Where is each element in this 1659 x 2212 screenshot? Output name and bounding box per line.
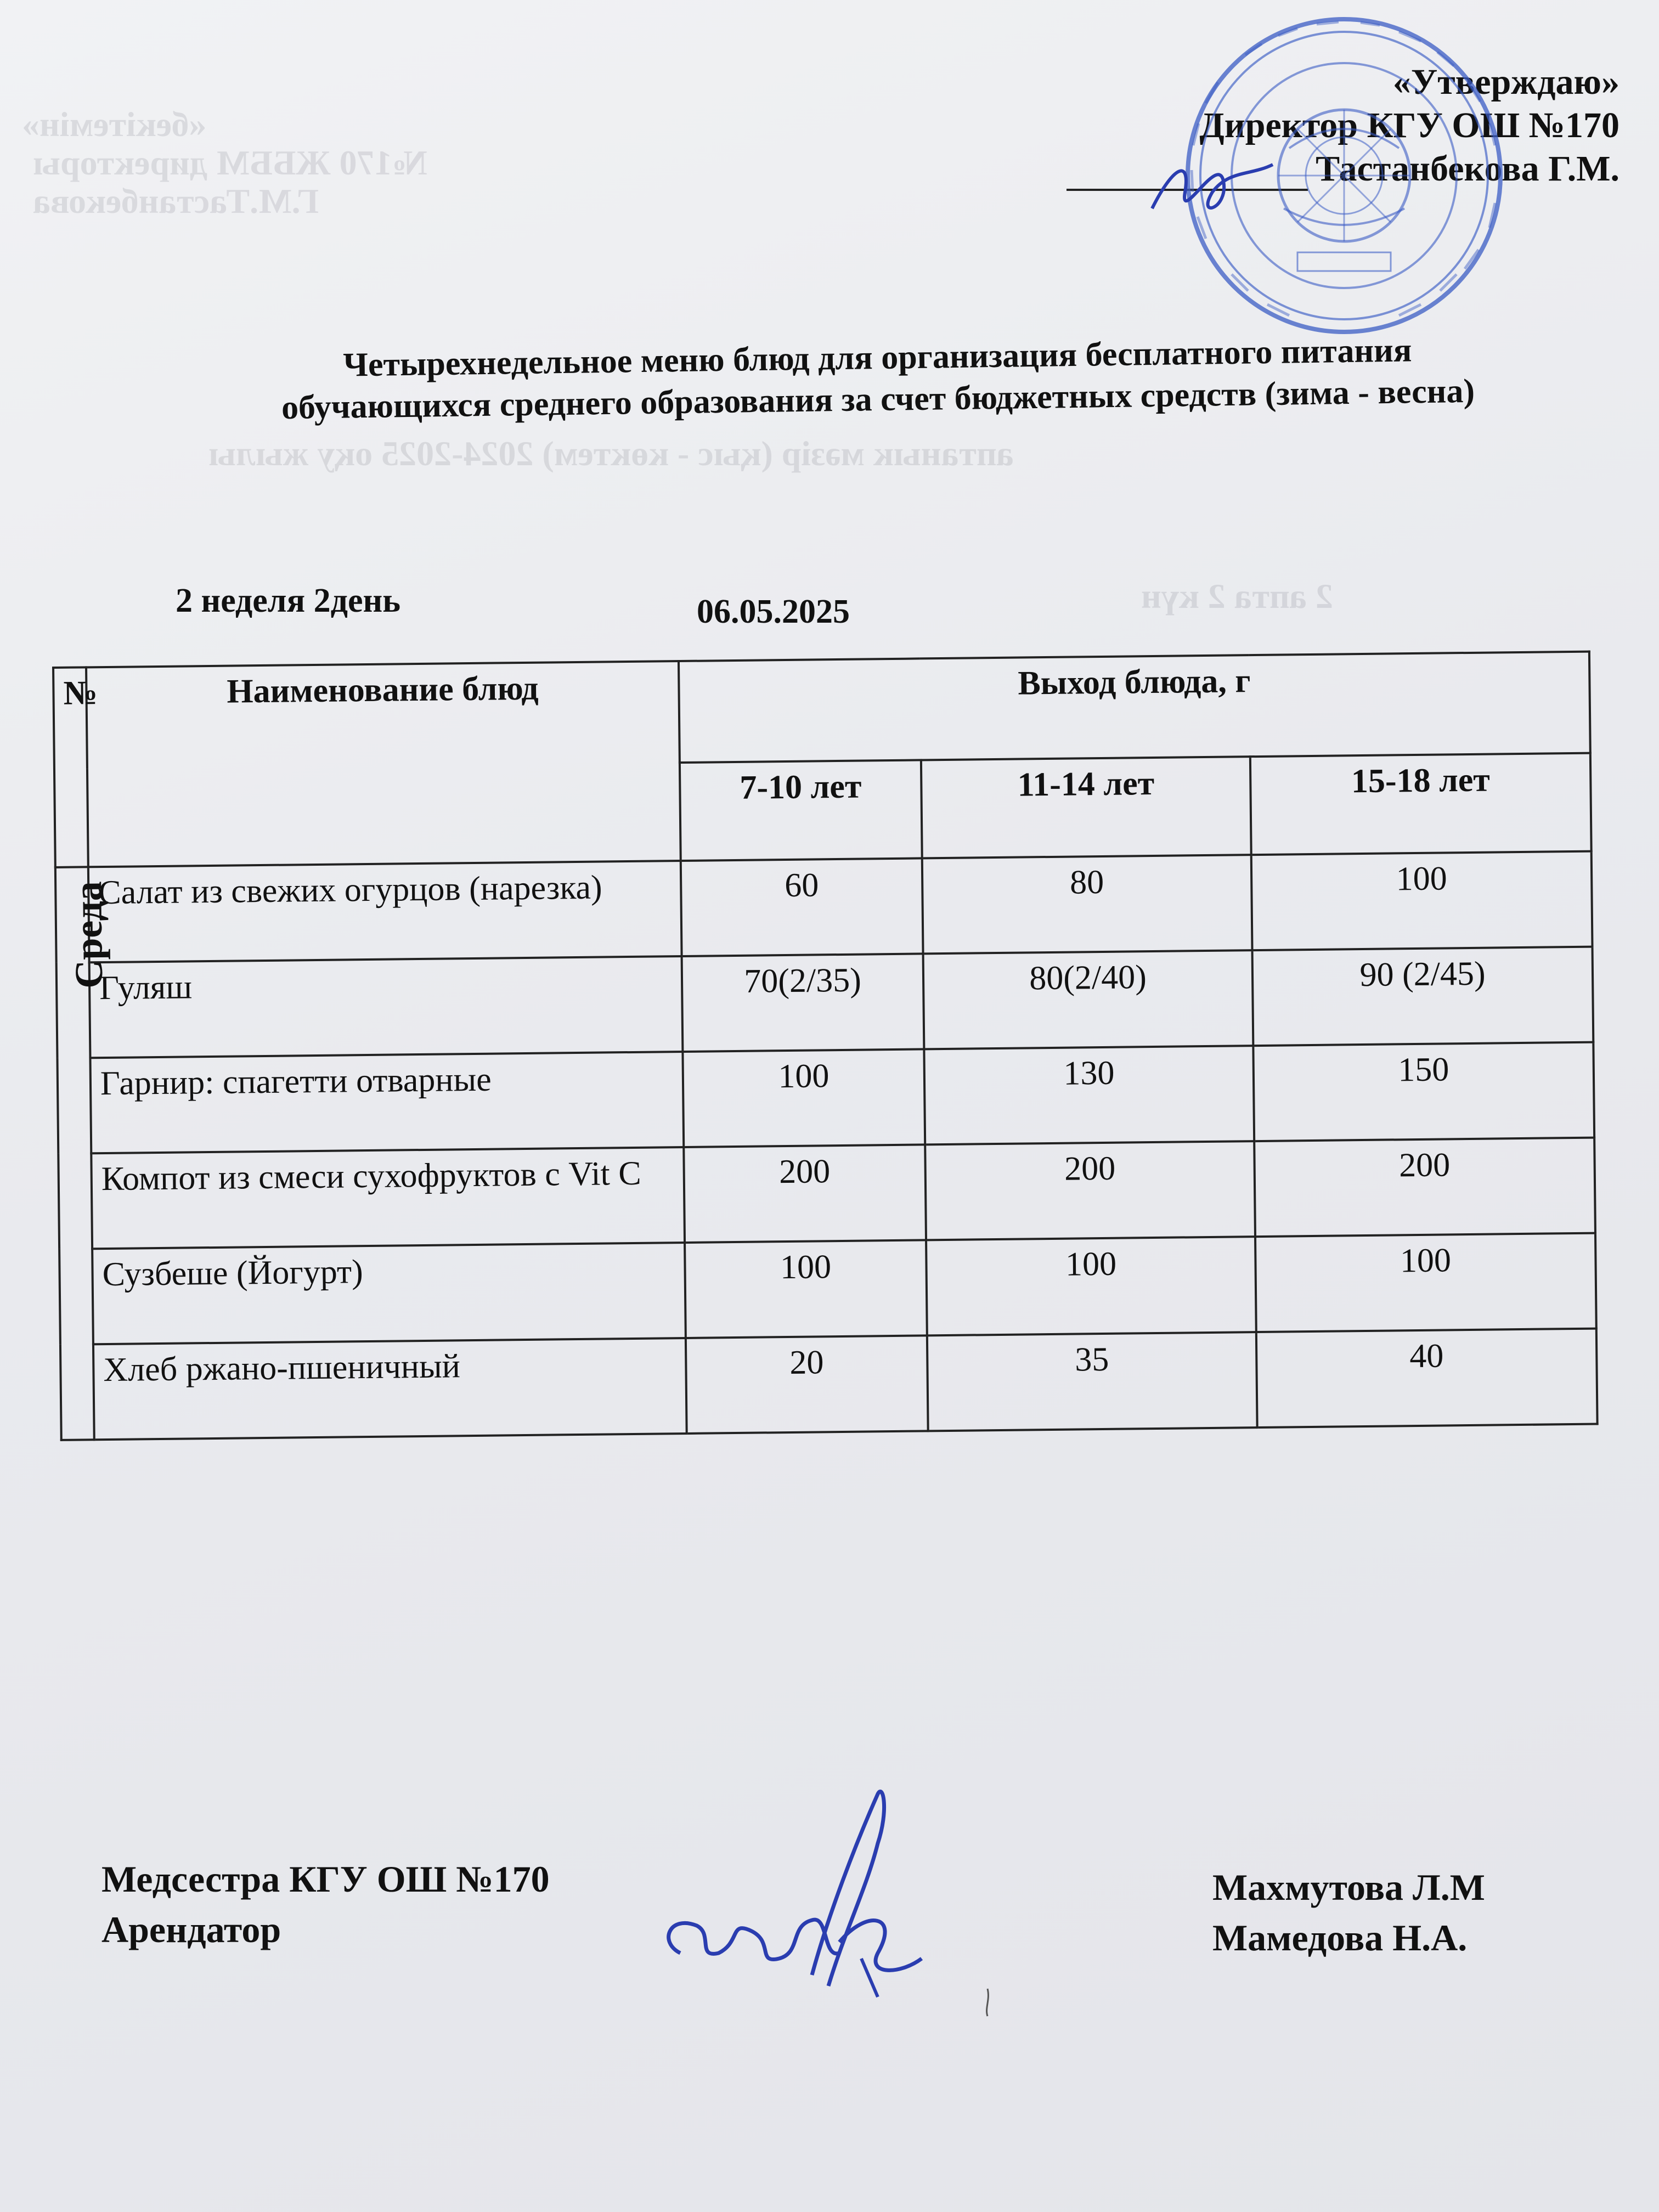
weekday-cell [55,867,111,1440]
footer-titles [101,1854,550,1955]
age-group-15-18: 15-18 лет [1250,753,1592,855]
table-row [58,1138,1595,1249]
portion-11-14: 200 [925,1141,1255,1240]
dish-name: Салат из свежих огурцов (нарезка) [88,861,682,962]
portion-15-18: 150 [1253,1042,1594,1141]
portion-11-14: 80 [922,855,1252,953]
dish-name: Компот из смеси сухофруктов с Vit C [91,1147,685,1249]
age-group-7-10: 7-10 лет [680,760,922,861]
tenant-name: Мамедова Н.А. [1212,1916,1468,1959]
table-row [59,1233,1596,1345]
bleed-through-text: «бекітемін» [22,105,207,144]
nurse-name: Махмутова Л.М [1212,1866,1485,1908]
age-group-11-14: 11-14 лет [921,757,1251,858]
portion-7-10: 100 [682,1049,925,1147]
pen-mark [977,1986,998,2019]
director-signature [1141,143,1284,230]
portion-7-10: 100 [685,1240,927,1338]
approval-heading: «Утверждаю» [1392,62,1620,102]
week-day-label: 2 неделя 2день [176,582,401,619]
table-row [55,851,1593,963]
bleed-through-text: аптанык мәзір (қыс - көктем) 2024-2025 оқу жылы [208,434,1014,473]
dish-name: Гуляш [89,956,683,1058]
table-row [60,1329,1598,1440]
header-output: Выход блюда, г [679,652,1590,763]
portion-11-14: 100 [926,1237,1256,1335]
portion-15-18: 100 [1251,851,1593,950]
portion-15-18: 200 [1254,1138,1595,1237]
bleed-through-text: Г.М.Тастанбекова [33,182,319,221]
portion-7-10: 20 [686,1335,928,1434]
portion-7-10: 200 [684,1144,926,1243]
header-dish-name: Наименование блюд [86,661,681,867]
table-row [57,1042,1594,1154]
nurse-title: Медсестра КГУ ОШ №170 [101,1858,550,1900]
footer-names [1212,1863,1485,1963]
approval-position: Директор КГУ ОШ №170 [1199,105,1620,146]
portion-15-18: 100 [1255,1233,1596,1332]
bleed-through-text: 2 апта 2 күн [1141,577,1333,616]
portion-7-10: 60 [681,858,923,956]
title-line-1: Четырехнедельное меню блюд для организация бесплатного питания [343,331,1412,384]
portion-11-14: 80(2/40) [923,950,1254,1049]
portion-11-14: 35 [927,1332,1257,1431]
table-row [57,947,1594,1058]
portion-7-10: 70(2/35) [682,953,924,1052]
portion-11-14: 130 [924,1046,1254,1144]
dish-name: Сузбеше (Йогурт) [92,1243,686,1344]
title-line-2: обучающихся среднего образования за счет бюджетных средств (зима - весна) [281,372,1475,426]
dish-name: Гарнир: спагетти отварные [90,1052,684,1153]
nurse-signature [647,1778,955,2008]
approval-name: Тастанбекова Г.М. [1316,149,1620,189]
weekday-label: Среда [66,881,111,989]
document-title [120,327,1635,431]
menu-table [52,651,1599,1441]
header-number: № [53,667,88,867]
portion-15-18: 40 [1256,1329,1598,1427]
dish-name: Хлеб ржано-пшеничный [93,1338,687,1440]
menu-date: 06.05.2025 [697,593,850,630]
tenant-title: Арендатор [101,1908,281,1950]
portion-15-18: 90 (2/45) [1252,947,1594,1046]
bleed-through-text: №170 ЖББМ директоры [33,143,427,182]
